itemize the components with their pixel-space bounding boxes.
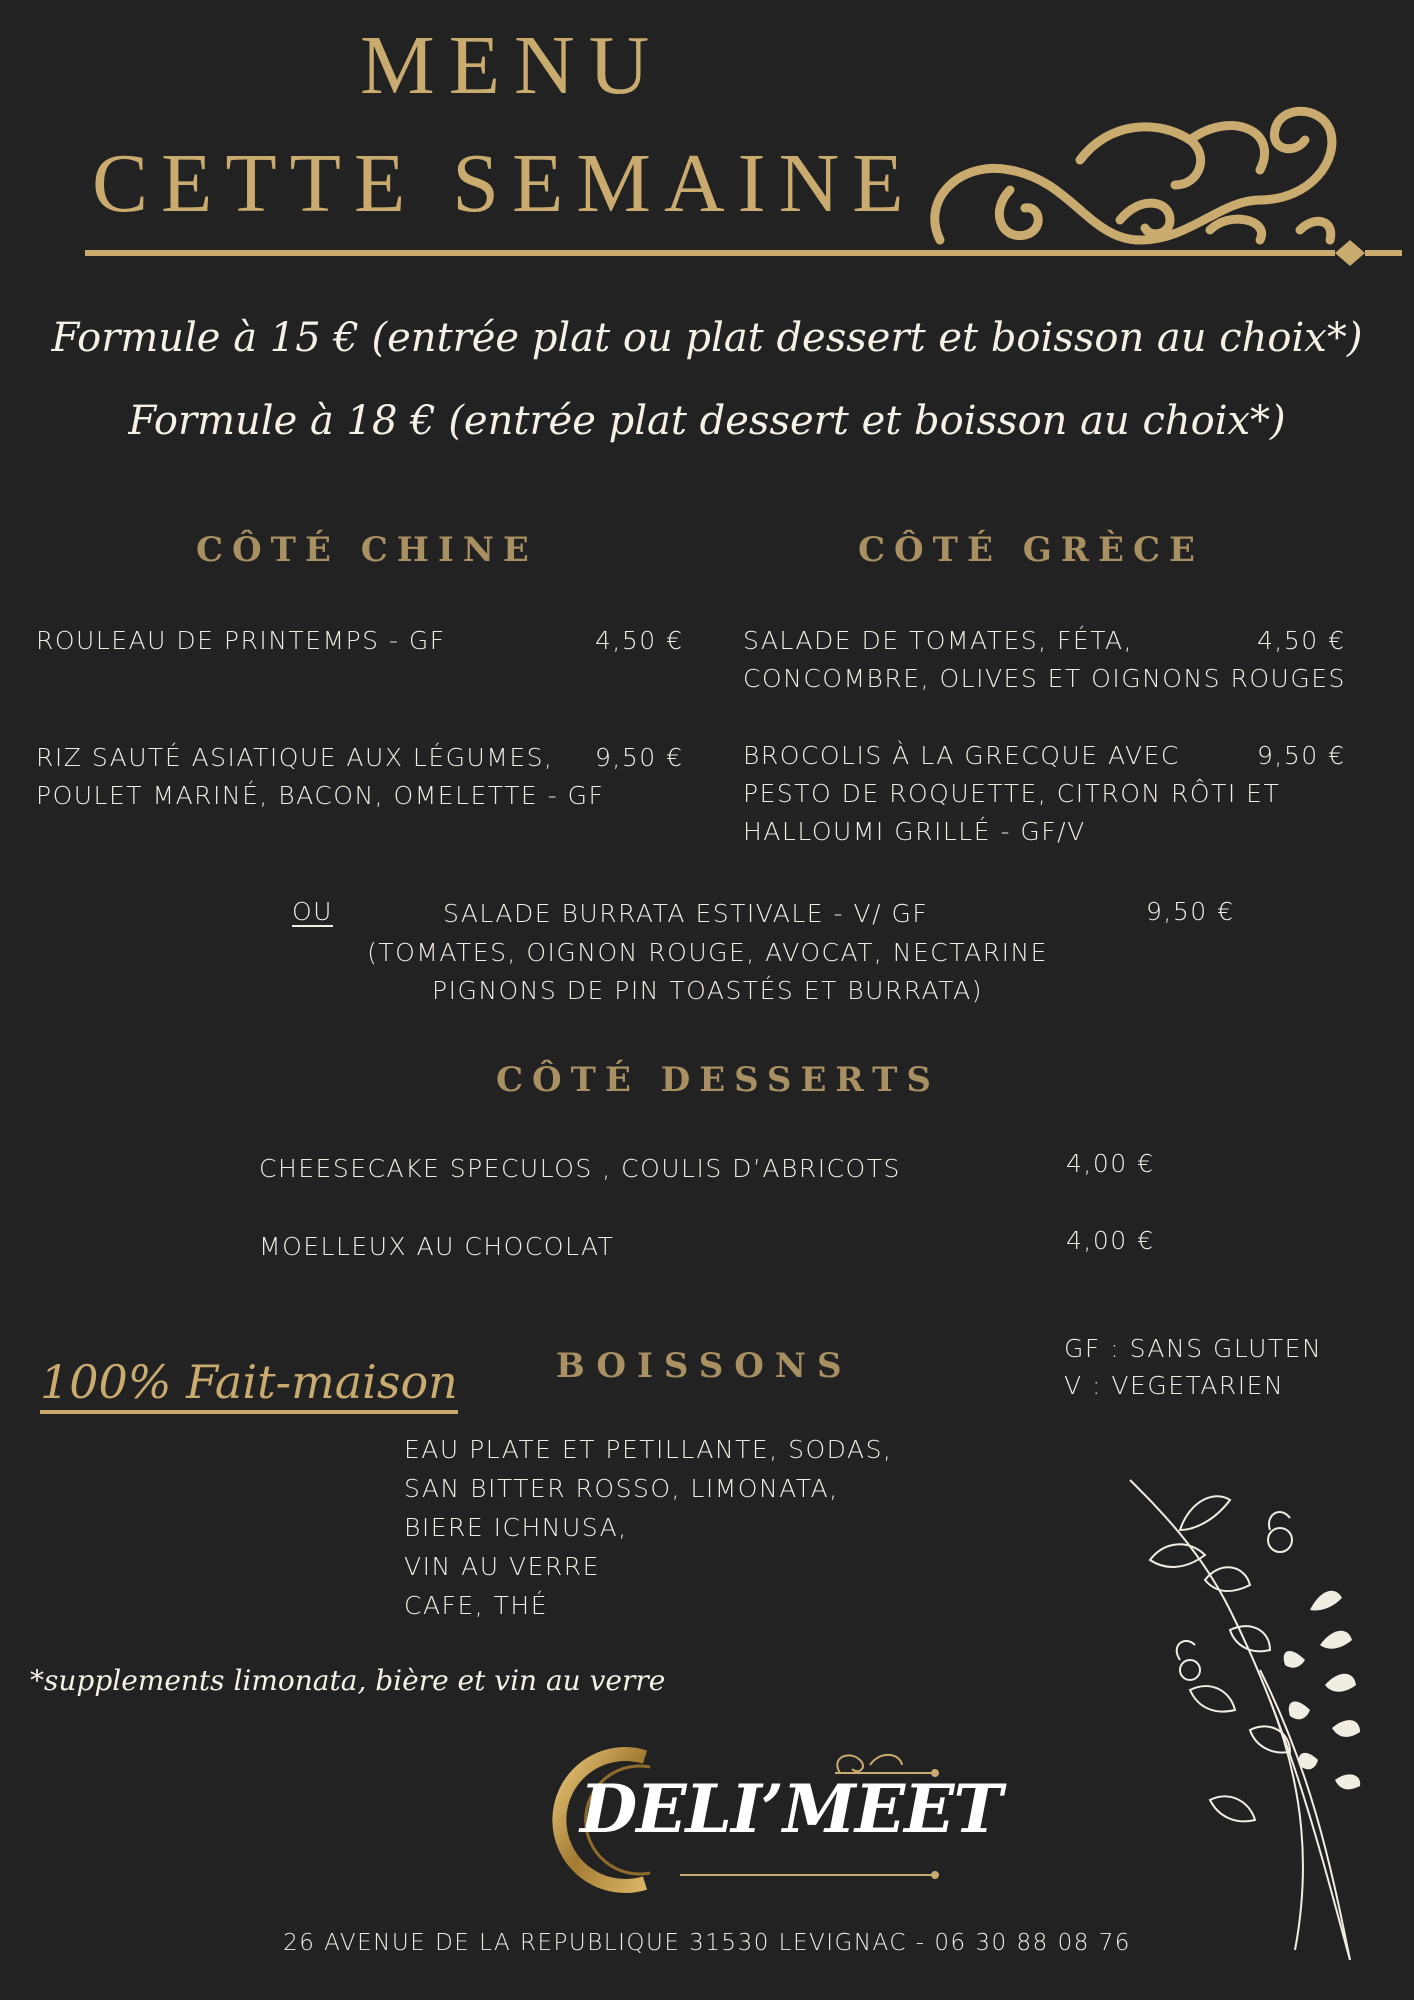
logo-text: DELI’MEET bbox=[580, 1770, 1002, 1848]
menu-item bbox=[743, 622, 1346, 698]
dessert-name: MOELLEUX AU CHOCOLAT bbox=[259, 1232, 615, 1261]
boisson-line: SAN BITTER ROSSO, LIMONATA, bbox=[404, 1474, 839, 1503]
alternative-name: SALADE BURRATA ESTIVALE - V/ GF bbox=[443, 899, 929, 928]
menu-subtitle: CETTE SEMAINE bbox=[92, 137, 917, 230]
alternative-detail: PIGNONS DE PIN TOASTÉS ET BURRATA) bbox=[432, 976, 983, 1005]
floral-illustration-icon bbox=[1120, 1470, 1380, 1970]
footer-address: 26 AVENUE DE LA REPUBLIQUE 31530 LEVIGNAC - 06 30 88 08 76 bbox=[283, 1930, 1131, 1956]
legend bbox=[1064, 1330, 1322, 1404]
boisson-line: CAFE, THÉ bbox=[404, 1591, 548, 1620]
alternative-price: 9,50 € bbox=[1146, 897, 1235, 926]
item-price: 9,50 € bbox=[595, 743, 684, 772]
item-price: 4,50 € bbox=[1257, 626, 1346, 655]
item-name-line: POULET MARINÉ, BACON, OMELETTE - GF bbox=[36, 781, 605, 810]
boisson-line: EAU PLATE ET PETILLANTE, SODAS, bbox=[404, 1435, 893, 1464]
dessert-price: 4,00 € bbox=[1066, 1149, 1155, 1178]
header-ornament bbox=[80, 100, 1410, 280]
item-name-line: SALADE DE TOMATES, FÉTA, bbox=[743, 626, 1134, 655]
menu-item bbox=[743, 737, 1280, 851]
item-name-line: HALLOUMI GRILLÉ - GF/V bbox=[743, 817, 1086, 846]
item-name-line: PESTO DE ROQUETTE, CITRON RÔTI ET bbox=[743, 779, 1281, 808]
menu-item bbox=[36, 622, 446, 660]
boisson-line: VIN AU VERRE bbox=[404, 1552, 600, 1581]
section-title-grece: CÔTÉ GRÈCE bbox=[858, 530, 1204, 570]
section-title-boissons: BOISSONS bbox=[556, 1346, 853, 1386]
menu-item bbox=[36, 739, 604, 815]
item-name: ROULEAU DE PRINTEMPS - GF bbox=[36, 626, 446, 655]
section-title-chine: CÔTÉ CHINE bbox=[196, 530, 538, 570]
item-name-line: RIZ SAUTÉ ASIATIQUE AUX LÉGUMES, bbox=[36, 743, 554, 772]
item-price: 9,50 € bbox=[1257, 741, 1346, 770]
formula-15: Formule à 15 € (entrée plat ou plat dessert et boisson au choix*) bbox=[51, 315, 1363, 361]
item-price: 4,50 € bbox=[595, 626, 684, 655]
ou-label: OU bbox=[292, 897, 333, 926]
dessert-name: CHEESECAKE SPECULOS , COULIS D’ABRICOTS bbox=[259, 1154, 901, 1183]
dessert-price: 4,00 € bbox=[1066, 1226, 1155, 1255]
alternative-detail: (TOMATES, OIGNON ROUGE, AVOCAT, NECTARINE bbox=[367, 938, 1048, 967]
boisson-line: BIERE ICHNUSA, bbox=[404, 1513, 628, 1542]
legend-gf: GF : SANS GLUTEN bbox=[1064, 1334, 1323, 1363]
item-name-line: CONCOMBRE, OLIVES ET OIGNONS ROUGES bbox=[743, 664, 1346, 693]
supplements-note: *supplements limonata, bière et vin au verre bbox=[30, 1664, 666, 1697]
item-name-line: BROCOLIS À LA GRECQUE AVEC bbox=[743, 741, 1180, 770]
boissons-list bbox=[404, 1430, 892, 1625]
legend-v: V : VEGETARIEN bbox=[1064, 1371, 1285, 1400]
menu-title: MENU bbox=[360, 19, 664, 112]
fait-maison-label: 100% Fait-maison bbox=[40, 1356, 458, 1414]
section-title-desserts: CÔTÉ DESSERTS bbox=[496, 1060, 940, 1100]
formula-18: Formule à 18 € (entrée plat dessert et boisson au choix*) bbox=[128, 398, 1286, 444]
